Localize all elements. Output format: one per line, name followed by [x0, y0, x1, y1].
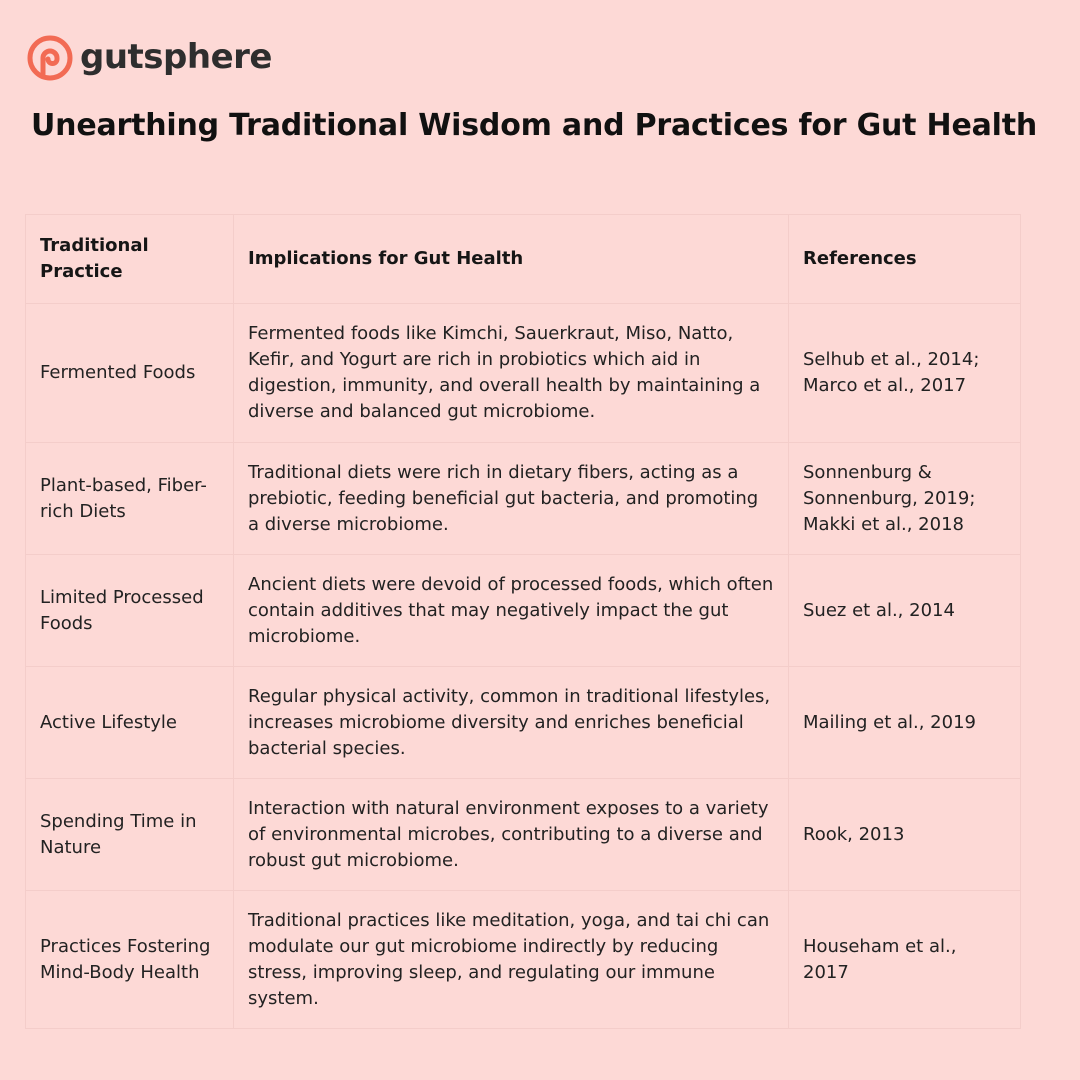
practice-cell: Spending Time in Nature — [26, 779, 234, 891]
practices-table-container — [25, 214, 1020, 1029]
header-references: References — [789, 215, 1021, 304]
practice-cell: Fermented Foods — [26, 304, 234, 443]
references-cell: Sonnenburg & Sonnenburg, 2019; Makki et al., 2018 — [789, 443, 1021, 555]
implication-cell: Traditional diets were rich in dietary fibers, acting as a prebiotic, feeding beneficial gut bacteria, and promoting a diverse microbiome. — [234, 443, 789, 555]
brand-logo — [26, 33, 272, 83]
brand-name: gutsphere — [80, 37, 272, 77]
table-row — [26, 891, 1021, 1029]
practice-cell: Practices Fostering Mind-Body Health — [26, 891, 234, 1029]
table-row — [26, 667, 1021, 779]
table-header-row — [26, 215, 1021, 304]
header-traditional-practice: Traditional Practice — [26, 215, 234, 304]
table-row — [26, 779, 1021, 891]
page-title: Unearthing Traditional Wisdom and Practices for Gut Health — [31, 108, 1038, 143]
references-cell: Mailing et al., 2019 — [789, 667, 1021, 779]
practice-cell: Active Lifestyle — [26, 667, 234, 779]
implication-cell: Fermented foods like Kimchi, Sauerkraut, Miso, Natto, Kefir, and Yogurt are rich in probiotics which aid in digestion, immunity, and overall health by maintaining a diverse and balanced gut microbiome. — [234, 304, 789, 443]
gut-spiral-icon — [26, 34, 74, 82]
implication-cell: Ancient diets were devoid of processed foods, which often contain additives that may negatively impact the gut microbiome. — [234, 555, 789, 667]
implication-cell: Interaction with natural environment exposes to a variety of environmental microbes, contributing to a diverse and robust gut microbiome. — [234, 779, 789, 891]
table-row — [26, 304, 1021, 443]
references-cell: Suez et al., 2014 — [789, 555, 1021, 667]
references-cell: Selhub et al., 2014; Marco et al., 2017 — [789, 304, 1021, 443]
practice-cell: Limited Processed Foods — [26, 555, 234, 667]
implication-cell: Regular physical activity, common in traditional lifestyles, increases microbiome diversity and enriches beneficial bacterial species. — [234, 667, 789, 779]
references-cell: Rook, 2013 — [789, 779, 1021, 891]
implication-cell: Traditional practices like meditation, yoga, and tai chi can modulate our gut microbiome indirectly by reducing stress, improving sleep, and regulating our immune system. — [234, 891, 789, 1029]
practice-cell: Plant-based, Fiber-rich Diets — [26, 443, 234, 555]
header-implications: Implications for Gut Health — [234, 215, 789, 304]
practices-table — [25, 214, 1021, 1029]
references-cell: Househam et al., 2017 — [789, 891, 1021, 1029]
table-row — [26, 443, 1021, 555]
table-row — [26, 555, 1021, 667]
